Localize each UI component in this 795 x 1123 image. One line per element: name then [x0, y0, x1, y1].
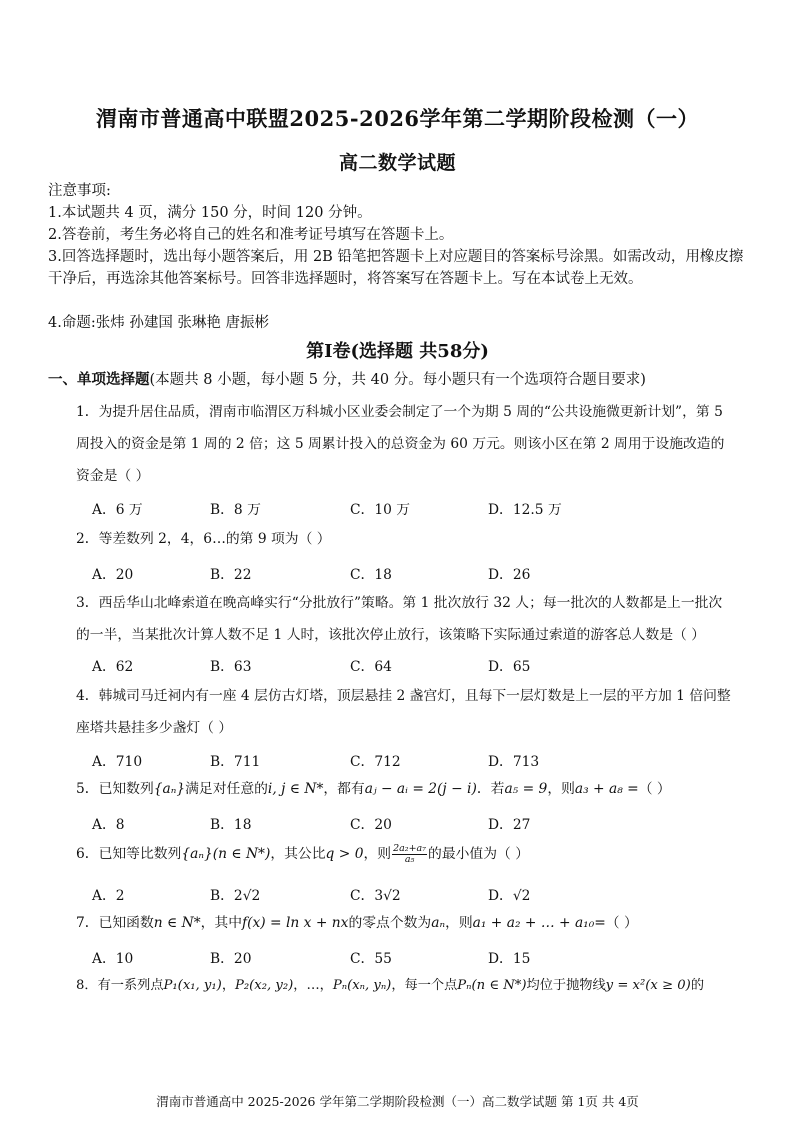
math-expr: Pₙ(xₙ, yₙ) [332, 978, 392, 993]
notice-item: 1.本试题共 4 页，满分 150 分，时间 120 分钟。 [48, 205, 372, 221]
stem-text: ，则 [363, 846, 392, 862]
option-d[interactable]: D．713 [488, 754, 540, 770]
math-expr: {aₙ}(n ∈ N*) [181, 846, 271, 862]
option-d[interactable]: D．15 [488, 951, 531, 967]
fraction-numerator: 2a₂+a₇ [393, 843, 427, 854]
option-d[interactable]: D．27 [488, 817, 531, 833]
stem-text: ，其公比 [270, 846, 326, 862]
option-a[interactable]: A．2 [92, 888, 125, 904]
math-expr: a₅ = 9 [504, 781, 548, 797]
stem-text: ，…， [293, 978, 333, 993]
math-expr: a₃ + a₈ = [574, 781, 639, 797]
part-title-label: 一、单项选择题 [48, 371, 150, 388]
notice-item: 3.回答选择题时，选出每小题答案后，用 2B 铅笔把答题卡上对应题目的答案标号涂黑。如需改动，用橡皮擦干净后，再选涂其他答案标号。回答非选择题时，将答案写在答题卡上。写在本试卷上无效。 [48, 249, 744, 287]
option-a[interactable]: A．710 [92, 754, 143, 770]
stem-text: ，其中 [200, 915, 242, 931]
question-4-stem: 4．韩城司马迁祠内有一座 4 层仿古灯塔，顶层悬挂 2 盏宫灯，且每下一层灯数是上一层的平方加 1 倍问整座塔共悬挂多少盏灯（ ） [76, 688, 731, 736]
stem-text: ，每一个点 [391, 978, 458, 993]
stem-text: ．若 [476, 781, 505, 797]
option-c[interactable]: C．55 [350, 951, 392, 967]
option-b[interactable]: B．22 [210, 567, 252, 583]
stem-text: 7．已知函数 [76, 915, 154, 931]
stem-text: ，都有 [323, 781, 365, 797]
option-d[interactable]: D．26 [488, 567, 531, 583]
stem-text: 满足对任意的 [185, 781, 268, 797]
math-expr: y = x²(x ≥ 0) [605, 978, 691, 993]
math-expr: f(x) = ln x + nx [242, 915, 349, 931]
stem-text: 的 [690, 978, 705, 993]
stem-text: ，则 [445, 915, 473, 931]
option-c[interactable]: C．3√2 [350, 888, 401, 904]
option-b[interactable]: B．8 万 [210, 502, 261, 518]
math-expr: P₂(x₂, y₂) [235, 978, 294, 993]
option-c[interactable]: C．20 [350, 817, 392, 833]
section-title: 第Ⅰ卷(选择题 共58分) [306, 341, 489, 362]
stem-text: ，则 [547, 781, 575, 797]
math-expr: {aₙ} [153, 781, 186, 797]
fraction [392, 844, 427, 865]
option-b[interactable]: B．63 [210, 659, 252, 675]
option-b[interactable]: B．2√2 [210, 888, 261, 904]
stem-text: =（ ） [594, 915, 638, 931]
notice-item: 4.命题:张炜 孙建国 张琳艳 唐振彬 [48, 315, 270, 331]
option-b[interactable]: B．20 [210, 951, 252, 967]
question-3-stem: 3．西岳华山北峰索道在晚高峰实行“分批放行”策略。第 1 批次放行 32 人；每一批次的人数都是上一批次的一半，当某批次计算人数不足 1 人时，该批次停止放行，该策略下实际通过索道的游客总人数是（ ） [76, 595, 723, 643]
option-d[interactable]: D．√2 [488, 888, 531, 904]
option-d[interactable]: D．12.5 万 [488, 502, 562, 518]
math-expr: i, j ∈ N* [267, 781, 324, 797]
question-8-stem [76, 970, 736, 1002]
option-d[interactable]: D．65 [488, 659, 531, 675]
part-title-note: (本题共 8 小题，每小题 5 分，共 40 分。每小题只有一个选项符合题目要求) [149, 372, 646, 388]
question-5-stem [76, 773, 736, 805]
stem-text: 8．有一系列点 [76, 978, 164, 993]
stem-text: 5．已知数列 [76, 781, 154, 797]
option-c[interactable]: C．18 [350, 567, 392, 583]
question-1-stem: 1．为提升居住品质，渭南市临渭区万科城小区业委会制定了一个为期 5 周的“公共设施微更新计划”，第 5 周投入的资金是第 1 周的 2 倍；这 5 周累计投入的总资金为 60 万元。则该小区在第 2 周用于设施改造的资金是（ ） [76, 404, 725, 484]
option-a[interactable]: A．20 [92, 567, 134, 583]
math-expr: Pₙ(n ∈ N*) [457, 978, 527, 993]
stem-text: （ ） [638, 781, 671, 797]
stem-text: ， [221, 978, 235, 993]
math-expr: P₁(x₁, y₁) [163, 978, 222, 993]
notice-item: 2.答卷前，考生务必将自己的姓名和准考证号填写在答题卡上。 [48, 227, 454, 243]
part-title [48, 368, 758, 389]
stem-text: 均位于抛物线 [526, 978, 606, 993]
stem-text: 的最小值为（ ） [428, 846, 529, 862]
question-6-stem [76, 838, 736, 870]
math-expr: a₁ + a₂ + … + a₁₀ [472, 915, 595, 931]
option-a[interactable]: A．62 [92, 659, 134, 675]
question-2-stem: 2．等差数列 2，4，6…的第 9 项为（ ） [76, 531, 331, 547]
stem-text: 6．已知等比数列 [76, 846, 182, 862]
page-footer: 渭南市普通高中 2025-2026 学年第二学期阶段检测（一）高二数学试题 第 1页 共 4页 [156, 1094, 639, 1109]
exam-subtitle: 高二数学试题 [338, 152, 456, 174]
option-a[interactable]: A．8 [92, 817, 125, 833]
stem-text: 的零点个数为 [348, 915, 432, 931]
option-c[interactable]: C．712 [350, 754, 401, 770]
question-7-stem [76, 907, 736, 939]
notice-heading: 注意事项: [48, 183, 111, 199]
option-c[interactable]: C．10 万 [350, 502, 411, 518]
math-expr: aⱼ − aᵢ = 2(j − i) [364, 781, 477, 797]
option-a[interactable]: A．6 万 [92, 502, 143, 518]
option-b[interactable]: B．711 [210, 754, 261, 770]
math-expr: q > 0 [325, 846, 364, 862]
math-expr: aₙ [431, 915, 446, 931]
option-a[interactable]: A．10 [92, 951, 134, 967]
fraction-denominator: a₅ [404, 854, 415, 865]
exam-title: 渭南市普通高中联盟2025-2026学年第二学期阶段检测（一） [95, 106, 700, 131]
option-b[interactable]: B．18 [210, 817, 252, 833]
math-expr: n ∈ N* [153, 915, 201, 931]
option-c[interactable]: C．64 [350, 659, 392, 675]
